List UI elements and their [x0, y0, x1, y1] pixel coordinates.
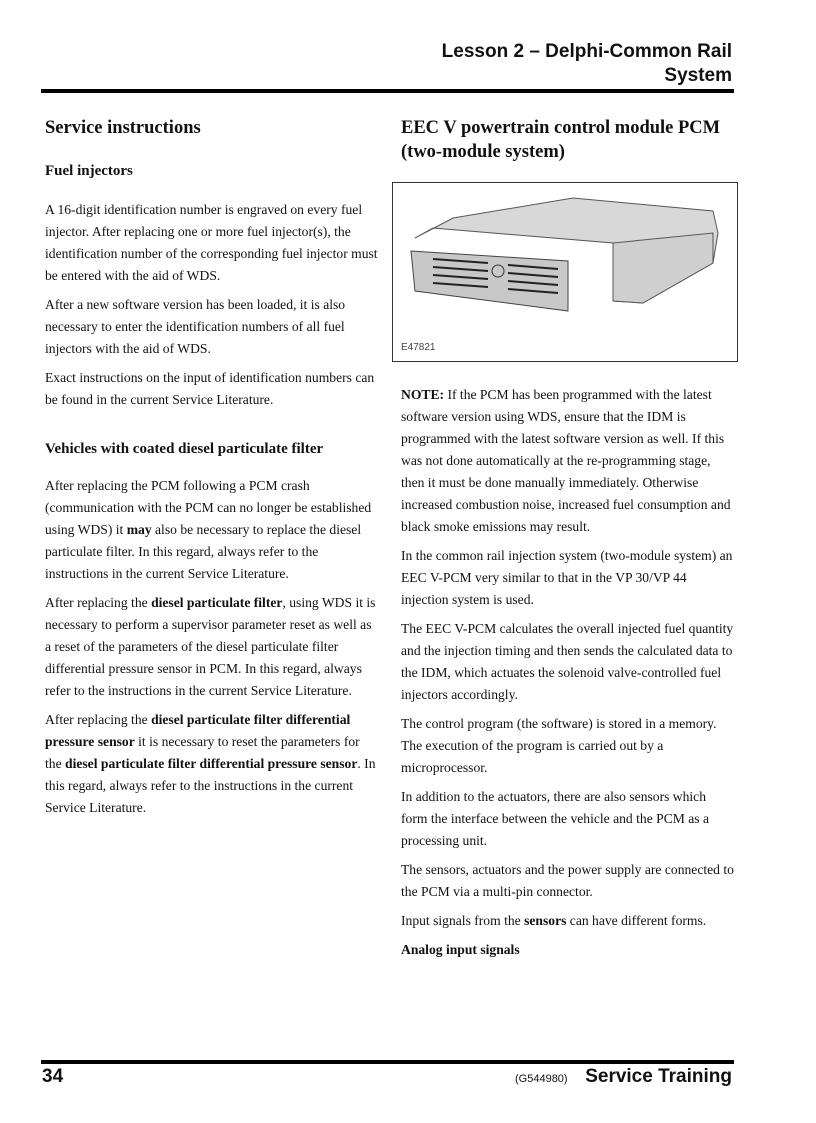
text: After a new software version has been loaded, it is also necessary to enter the identification numbers of all fuel injectors with the aid of WDS.	[45, 297, 346, 356]
text: . In this regard, always refer to the instructions in the current Service Literature.	[45, 756, 376, 815]
footer-rule	[41, 1060, 734, 1064]
text: Input signals from the	[401, 913, 525, 928]
text: The control program (the software) is stored in a memory. The execution of the program is carried out by a microprocessor.	[401, 716, 717, 775]
paragraph	[401, 618, 735, 706]
text: Exact instructions on the input of identification numbers can be found in the current Service Literature.	[45, 370, 375, 407]
paragraph	[45, 294, 379, 360]
section-heading: Service instructions	[45, 118, 201, 138]
paragraph	[401, 939, 735, 961]
pcm-module-illustration	[393, 183, 737, 361]
paragraph	[401, 859, 735, 903]
dpf-paragraphs	[45, 475, 379, 819]
text: A 16-digit identification number is engraved on every fuel injector. After replacing one or more fuel injector(s), the identification number of the corresponding fuel injector must be entered with the aid of WDS.	[45, 202, 378, 283]
text: also be necessary to replace the diesel particulate filter. In this regard, always refer to the instructions in the current Service Literature.	[45, 522, 362, 581]
paragraph	[45, 475, 379, 585]
text: can have different forms.	[566, 913, 707, 928]
section-heading-pcm: EEC V powertrain control module PCM (two-module system)	[401, 118, 721, 162]
text: The EEC V-PCM calculates the overall injected fuel quantity and the injection timing and then sends the calculated data to the IDM, which actuates the solenoid valve-controlled fuel injectors accordingly.	[401, 621, 734, 702]
left-column	[45, 116, 379, 826]
page-number: 34	[42, 1066, 64, 1087]
bold-text: Analog input signals	[401, 942, 520, 957]
header-title-line2: System	[664, 65, 732, 86]
bold-text: may	[126, 522, 152, 537]
bold-text: sensors	[524, 913, 567, 928]
bold-text: diesel particulate filter	[151, 595, 283, 610]
text: If the PCM has been programmed with the latest software version using WDS, ensure that the IDM is programmed with the latest software version as well. If this was not done automatically at the re-programming stage, then it must be done manually immediately. Otherwise increased combustion noise, increased fuel consumption and black smoke emissions may result.	[401, 387, 731, 534]
bold-text: diesel particulate filter differential pressure sensor	[65, 756, 358, 771]
paragraph	[45, 199, 379, 287]
text: it is necessary to reset the parameters for the	[45, 734, 360, 771]
subheading-fuel-injectors: Fuel injectors	[45, 163, 133, 179]
paragraph	[401, 786, 735, 852]
pcm-paragraphs	[401, 384, 735, 961]
text: In the common rail injection system (two-module system) an EEC V-PCM very similar to that in the VP 30/VP 44 injection system is used.	[401, 548, 733, 607]
paragraph	[401, 545, 735, 611]
text: After replacing the	[45, 595, 152, 610]
document-code: (G544980)	[515, 1073, 568, 1085]
paragraph	[401, 910, 735, 932]
text: After replacing the PCM following a PCM crash (communication with the PCM can no longer be established using WDS) it	[45, 478, 372, 537]
fuel-injector-paragraphs	[45, 199, 379, 411]
text: , using WDS it is necessary to perform a supervisor parameter reset as well as a reset of the parameters of the diesel particulate filter differential pressure sensor in PCM. In this regard, always refer to the instructions in the current Service Literature.	[45, 595, 376, 698]
text: In addition to the actuators, there are also sensors which form the interface between the vehicle and the PCM as a processing unit.	[401, 789, 710, 848]
bold-text: NOTE:	[401, 387, 445, 402]
subheading-dpf: Vehicles with coated diesel particulate filter	[45, 441, 324, 457]
paragraph	[45, 592, 379, 702]
paragraph	[45, 709, 379, 819]
bold-text: diesel particulate filter differential pressure sensor	[45, 712, 351, 749]
paragraph	[401, 713, 735, 779]
paragraph	[401, 384, 735, 538]
pcm-figure	[392, 182, 738, 362]
header-title-line1: Lesson 2 – Delphi-Common Rail	[441, 41, 732, 62]
text: The sensors, actuators and the power supply are connected to the PCM via a multi-pin connector.	[401, 862, 734, 899]
text: After replacing the	[45, 712, 152, 727]
header-rule	[41, 89, 734, 93]
figure-code: E47821	[401, 342, 436, 353]
page-header	[442, 40, 732, 88]
paragraph	[45, 367, 379, 411]
footer-title: Service Training	[585, 1066, 732, 1087]
